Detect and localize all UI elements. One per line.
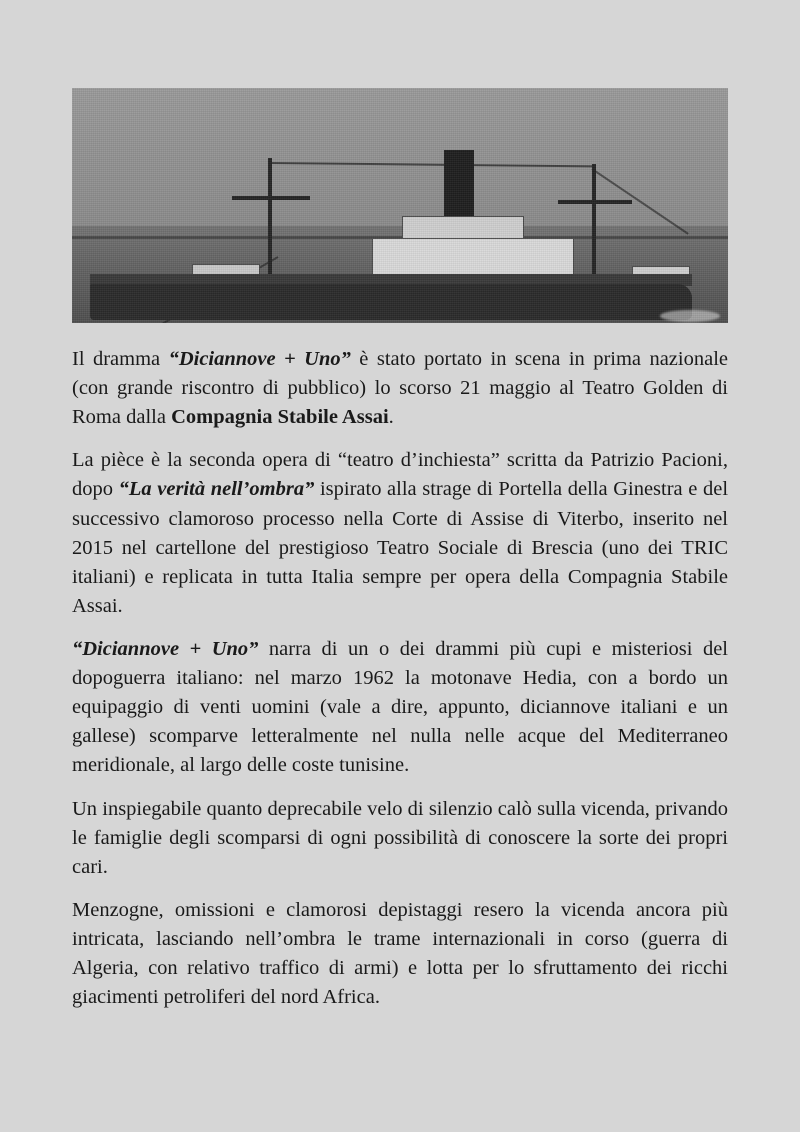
paragraph-2: [72, 446, 728, 621]
paragraph-5: [72, 896, 728, 1012]
text-run: ispirato alla strage di Portella della Ginestra e del successivo clamoroso processo nella Corte di Assise di Viterbo, inserito nel 2015 nel cartellone del prestigioso Teatro Sociale di Brescia (uno dei TRIC italiani) e replicata in tutta Italia sempre per opera della Compagnia Stabile Assai.: [72, 478, 729, 617]
article-photo: [72, 88, 728, 323]
text-run: Menzogne, omissioni e clamorosi depistaggi resero la vicenda ancora più intricata, lasciando nell’ombra le trame internazionali in corso (guerra di Algeria, con relativo traffico di armi) e lotta per lo sfruttamento dei ricchi giacimenti petroliferi del nord Africa.: [72, 898, 728, 1009]
text-run: Il dramma: [72, 348, 169, 370]
text-run: narra di un o dei drammi più cupi e misteriosi del dopoguerra italiano: nel marzo 1962 la motonave Hedia, con a bordo un equipaggio di venti uomini (vale a dire, appunto, diciannove italiani e un gallese) scomparve letteralmente nel nulla nelle acque del Mediterraneo meridionale, al largo delle coste tunisine.: [72, 637, 728, 777]
paragraph-3: [72, 635, 728, 781]
photo-grain-overlay: [72, 88, 728, 323]
text-run: La pièce è la seconda opera di “teatro d’inchiesta” scritta da Patrizio Pacioni, dopo: [72, 449, 728, 501]
text-run: è stato portato in scena in prima nazionale (con grande riscontro di pubblico) lo scorso 21 maggio al Teatro Golden di Roma dalla: [72, 348, 728, 429]
paragraph-1: [72, 345, 728, 432]
title-diciannove-piu-uno: “Diciannove + Uno”: [168, 348, 351, 370]
paragraph-4: [72, 795, 728, 882]
title-diciannove-piu-uno: “Diciannove + Uno”: [72, 637, 259, 660]
article-body: [72, 345, 728, 1012]
title-la-verita-nellombra: “La verità nell’ombra”: [118, 478, 315, 501]
text-run: .: [388, 406, 394, 429]
text-run: Un inspiegabile quanto deprecabile velo di silenzio calò sulla vicenda, privando le famiglie degli scomparsi di ogni possibilità di conoscere la sorte dei propri cari.: [72, 797, 728, 878]
company-name: Compagnia Stabile Assai: [171, 406, 389, 429]
